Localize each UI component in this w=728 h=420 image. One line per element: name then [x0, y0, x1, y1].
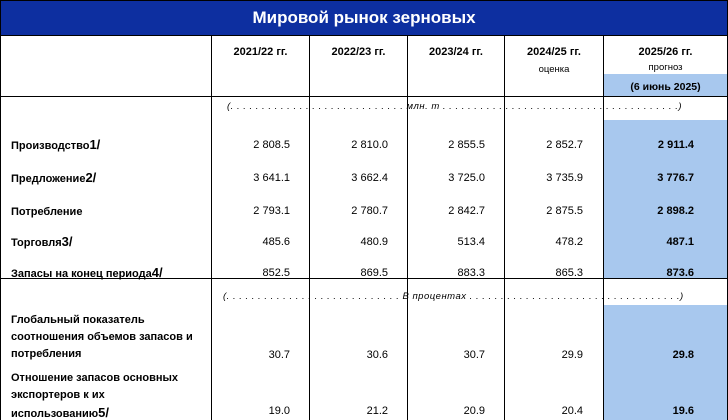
footnote-mark: 5/	[98, 405, 110, 420]
table-cell: 21.2	[366, 405, 388, 417]
row-divider	[1, 96, 727, 97]
table-cell: 3 735.9	[546, 172, 583, 184]
table-cell: 478.2	[555, 236, 583, 248]
row-label-text: Торговля	[11, 237, 62, 249]
table-cell-forecast: 487.1	[666, 236, 694, 248]
table-cell: 30.7	[268, 349, 290, 361]
footnote-mark: 1/	[89, 137, 101, 152]
table-cell: 3 662.4	[351, 172, 388, 184]
table-cell: 2 780.7	[351, 205, 388, 217]
table-cell: 19.0	[268, 405, 290, 417]
table-cell: 30.6	[366, 349, 388, 361]
row-label-text: использованию	[11, 408, 99, 420]
row-label-exporters-stocks-ratio	[11, 370, 178, 420]
forecast-date: (6 июнь 2025)	[630, 81, 701, 93]
column-subheader: прогноз	[648, 62, 683, 73]
column-header: 2023/24 гг.	[429, 46, 483, 58]
units-label-mln-t: (. . . . . . . . . . . . . . . . . . . . . . . . . . . . млн. т . . . . . . . . . . . . . . . . . . . . . . . . . . . . . . . . . . . . . .)	[227, 101, 683, 112]
column-header: 2022/23 гг.	[331, 46, 386, 58]
row-label-supply	[11, 169, 96, 188]
table-cell-forecast: 873.6	[666, 267, 694, 279]
column-header: 2025/26 гг.	[638, 46, 693, 58]
row-label-line: соотношения объемов запасов и	[11, 331, 193, 343]
table-cell: 2 808.5	[253, 139, 290, 151]
table-cell: 852.5	[262, 267, 290, 279]
table-cell: 3 725.0	[448, 172, 485, 184]
table-cell: 2 793.1	[253, 205, 290, 217]
row-label-text: Потребление	[11, 206, 83, 218]
row-label-production	[11, 136, 100, 155]
table-title: Мировой рынок зерновых	[0, 0, 728, 36]
table-cell: 2 875.5	[546, 205, 583, 217]
row-label-text: Производство	[11, 140, 90, 152]
row-label-line	[11, 404, 178, 420]
table-cell: 485.6	[262, 236, 290, 248]
table-cell-forecast: 2 898.2	[657, 205, 694, 217]
row-label-stocks-to-use	[11, 312, 193, 363]
table-cell: 20.9	[463, 405, 485, 417]
table-cell: 2 852.7	[546, 139, 583, 151]
footnote-mark: 4/	[151, 265, 163, 280]
table-body	[0, 36, 728, 420]
row-label-ending-stocks	[11, 264, 163, 283]
table-cell: 30.7	[463, 349, 485, 361]
row-label-consumption	[11, 202, 82, 221]
row-label-text: Предложение	[11, 173, 86, 185]
footnote-mark: 3/	[61, 234, 73, 249]
table-cell-forecast: 3 776.7	[657, 172, 694, 184]
row-label-line: Глобальный показатель	[11, 314, 145, 326]
row-label-text: Запасы на конец периода	[11, 268, 152, 280]
row-label-line: Отношение запасов основных	[11, 372, 179, 384]
table-cell: 513.4	[457, 236, 485, 248]
table-cell: 2 855.5	[448, 139, 485, 151]
table-cell: 2 842.7	[448, 205, 485, 217]
table-cell: 883.3	[457, 267, 485, 279]
table-cell-forecast: 2 911.4	[657, 139, 694, 151]
table-cell: 2 810.0	[351, 139, 388, 151]
column-header: 2024/25 гг.	[527, 46, 581, 58]
col-divider	[309, 36, 310, 420]
table-cell: 869.5	[360, 267, 388, 279]
forecast-column-highlight-pct	[604, 305, 727, 420]
units-label-percent: (. . . . . . . . . . . . . . . . . . . . . . . . . . . . В процентах . . . . . . . . . . . . . . . . . . . . . . . . . . . . . . . . . .)	[223, 291, 684, 302]
col-divider	[407, 36, 408, 420]
col-divider	[211, 36, 212, 420]
table-cell-forecast: 29.8	[672, 349, 694, 361]
row-label-line: экспортеров к их	[11, 389, 105, 401]
col-divider	[504, 36, 505, 420]
row-label-trade	[11, 233, 73, 252]
table-cell: 3 641.1	[253, 172, 290, 184]
column-header: 2021/22 гг.	[233, 46, 288, 58]
column-subheader: оценка	[538, 64, 570, 75]
col-divider	[603, 36, 604, 420]
table-cell-forecast: 19.6	[672, 405, 694, 417]
table-cell: 20.4	[561, 405, 583, 417]
row-label-line: потребления	[11, 348, 82, 360]
table-cell: 29.9	[561, 349, 583, 361]
footnote-mark: 2/	[85, 170, 97, 185]
table-cell: 480.9	[360, 236, 388, 248]
table-cell: 865.3	[555, 267, 583, 279]
